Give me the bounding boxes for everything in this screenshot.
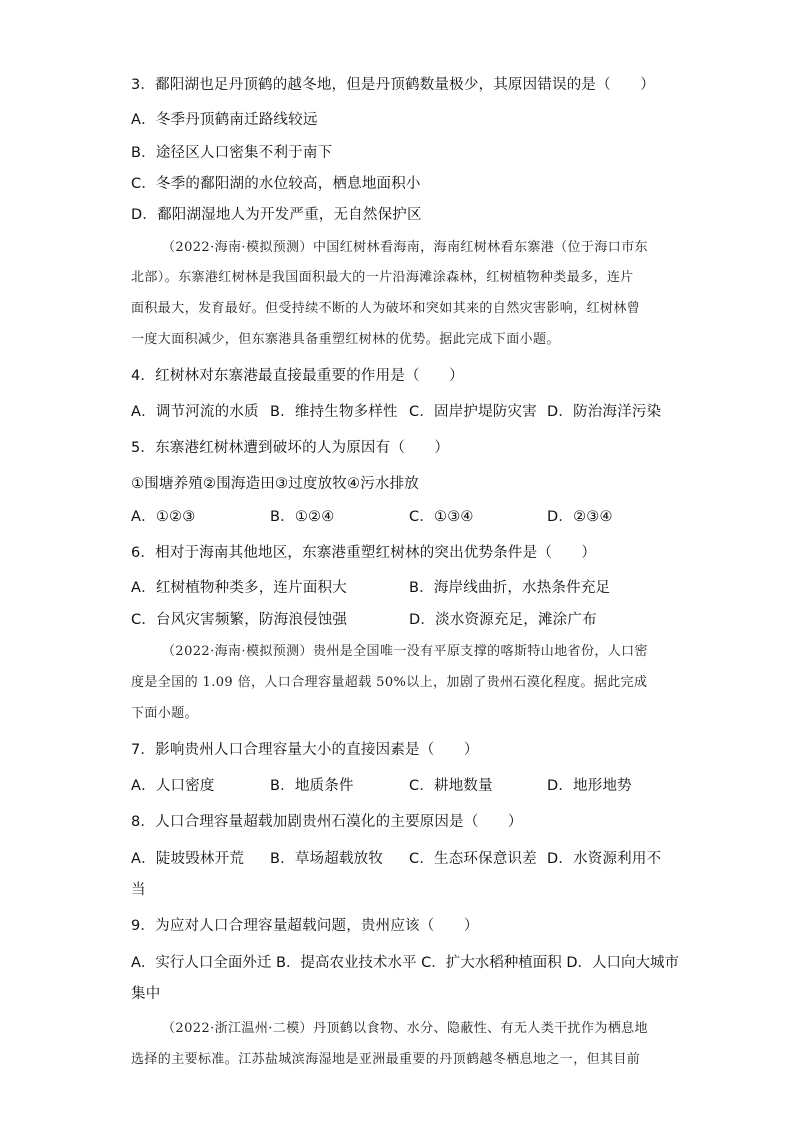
passage-1-line-4: 一度大面积减少，但东寨港具备重塑红树林的优势。据此完成下面小题。	[131, 332, 560, 347]
passage-2-line-1: （2022·海南·模拟预测）贵州是全国唯一没有平原支撑的喀斯特山地省份，人口密	[162, 644, 648, 659]
question-7-option-c: C．耕地数量	[409, 778, 493, 794]
question-4-option-a: A．调节河流的水质	[131, 404, 259, 420]
question-8-option-d: D．水资源利用不	[547, 851, 662, 867]
question-5-option-a: A．①②③	[131, 509, 196, 525]
passage-3-line-2: 选择的主要标准。江苏盐城滨海湿地是亚洲最重要的丹顶鹤越冬栖息地之一，但其目前	[131, 1052, 641, 1067]
question-5-stem: 5．东寨港红树林遭到破坏的人为原因有（ ）	[131, 440, 450, 456]
question-5-items: ①围塘养殖②围海造田③过度放牧④污水排放	[131, 476, 419, 492]
question-8-option-a: A．陡坡毁林开荒	[131, 851, 245, 867]
question-5-option-c: C．①③④	[409, 509, 474, 525]
passage-2-line-3: 下面小题。	[131, 706, 199, 721]
question-9-stem: 9．为应对人口合理容量超载问题，贵州应该（ ）	[131, 918, 479, 934]
question-8-option-d-continuation: 当	[131, 882, 146, 898]
question-6-option-a: A．红树植物种类多，连片面积大	[131, 580, 347, 596]
passage-1-line-3: 面积最大，发育最好。但受持续不断的人为破坏和突如其来的自然灾害影响，红树林曾	[131, 301, 641, 316]
question-3-stem: 3．鄱阳湖也足丹顶鹤的越冬地，但是丹顶鹤数量极少，其原因错误的是（ ）	[131, 77, 655, 93]
question-7-option-d: D．地形地势	[547, 778, 632, 794]
question-5-option-d: D．②③④	[547, 509, 613, 525]
question-7-option-b: B．地质条件	[270, 778, 354, 794]
question-3-option-c: C．冬季的鄱阳湖的水位较高，栖息地面积小	[131, 176, 421, 192]
passage-1-line-1: （2022·海南·模拟预测）中国红树林看海南，海南红树林看东寨港（位于海口市东	[162, 240, 648, 255]
question-5-option-b: B．①②④	[270, 509, 335, 525]
question-7-option-a: A．人口密度	[131, 778, 215, 794]
question-4-option-d: D．防治海洋污染	[547, 404, 662, 420]
question-6-option-c: C．台风灾害频繁，防海浪侵蚀强	[131, 612, 348, 628]
question-6-option-b: B．海岸线曲折，水热条件充足	[409, 580, 611, 596]
question-3-option-b: B．途径区人口密集不利于南下	[131, 145, 333, 161]
question-3-option-a: A．冬季丹顶鹤南迁路线较远	[131, 112, 318, 128]
question-4-option-b: B．维持生物多样性	[270, 404, 398, 420]
question-4-option-c: C．固岸护堤防灾害	[409, 404, 537, 420]
question-8-option-c: C．生态环保意识差	[409, 851, 537, 867]
question-8-option-b: B．草场超载放牧	[270, 851, 384, 867]
question-6-stem: 6．相对于海南其他地区，东寨港重塑红树林的突出优势条件是（ ）	[131, 545, 597, 561]
question-9-options-continuation: 集中	[131, 986, 161, 1002]
question-7-stem: 7．影响贵州人口合理容量大小的直接因素是（ ）	[131, 742, 479, 758]
question-4-stem: 4．红树林对东寨港最直接最重要的作用是（ ）	[131, 368, 464, 384]
question-6-option-d: D．淡水资源充足，滩涂广布	[409, 612, 597, 628]
question-3-option-d: D．鄱阳湖湿地人为开发严重，无自然保护区	[131, 207, 422, 223]
passage-2-line-2: 度是全国的 1.09 倍，人口合理容量超载 50%以上，加剧了贵州石漠化程度。据此完成	[131, 675, 648, 690]
question-9-options: A．实行人口全面外迁 B．提高农业技术水平 C．扩大水稻种植面积 D．人口向大城市	[131, 955, 679, 971]
question-8-stem: 8．人口合理容量超载加剧贵州石漠化的主要原因是（ ）	[131, 814, 523, 830]
passage-1-line-2: 北部）。东寨港红树林是我国面积最大的一片沿海滩涂森林，红树植物种类最多，连片	[131, 270, 634, 285]
passage-3-line-1: （2022·浙江温州·二模）丹顶鹤以食物、水分、隐蔽性、有无人类干扰作为栖息地	[162, 1021, 648, 1036]
